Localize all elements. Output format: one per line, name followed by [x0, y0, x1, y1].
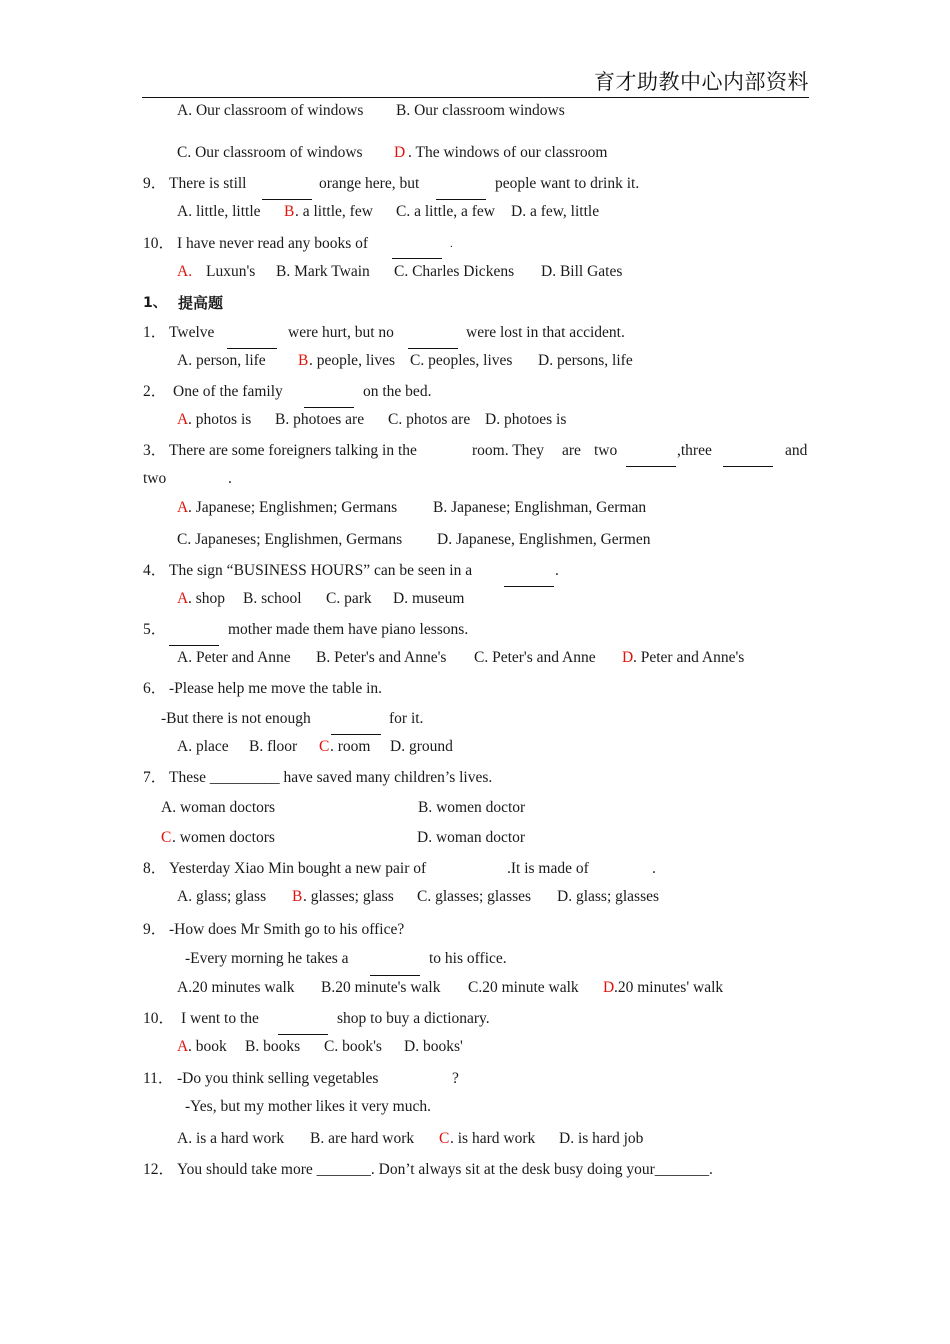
question-number: 2．	[143, 383, 167, 400]
option-c: C.20 minute walk	[468, 979, 579, 996]
answer-letter: B	[284, 203, 295, 220]
question-text: Twelve	[169, 324, 215, 341]
option-b: B. school	[243, 590, 302, 607]
option-a: A. Our classroom of windows	[177, 102, 364, 119]
answer-letter: A	[177, 590, 189, 607]
answer-blank	[278, 1034, 328, 1035]
option-c: C. photos are	[388, 411, 471, 428]
question-number: 10．	[143, 1010, 175, 1027]
answer-letter: D	[603, 979, 615, 996]
question-text: -Every morning he takes a	[185, 950, 349, 967]
option-c: C. book's	[324, 1038, 382, 1055]
option-b: B. photoes are	[275, 411, 365, 428]
option-a: A. person, life	[177, 352, 266, 369]
option-d: D. persons, life	[538, 352, 633, 369]
question-number: 9．	[143, 921, 167, 938]
question-number: 7．	[143, 769, 167, 786]
question-text: people want to drink it.	[495, 175, 640, 192]
answer-letter: A	[177, 411, 189, 428]
question-text: One of the family	[173, 383, 283, 400]
question-text: I went to the	[181, 1010, 259, 1027]
option-d: . Peter and Anne's	[633, 649, 745, 666]
option-a: A. is a hard work	[177, 1130, 285, 1147]
option-d: D. Japanese, Englishmen, Germen	[437, 531, 651, 548]
option-b: B. women doctor	[418, 799, 526, 816]
header-title: 育才助教中心内部资料	[594, 70, 809, 94]
option-b: B. floor	[249, 738, 298, 755]
option-d: D. museum	[393, 590, 465, 607]
option-d: D. is hard job	[559, 1130, 644, 1147]
answer-blank	[408, 348, 458, 349]
answer-blank	[504, 586, 554, 587]
option-d: D. glass; glasses	[557, 888, 660, 905]
option-c: C. a little, a few	[396, 203, 495, 220]
answer-letter: A	[177, 499, 189, 516]
question-text: .	[652, 860, 656, 877]
answer-letter: B	[298, 352, 309, 369]
answer-blank	[370, 975, 420, 976]
page-header	[142, 66, 809, 98]
question-text: two	[143, 470, 167, 487]
answer-letter: C	[161, 829, 172, 846]
answer-blank	[392, 258, 442, 259]
option-a: . book	[188, 1038, 227, 1055]
option-c: C. peoples, lives	[410, 352, 513, 369]
option-a: A.20 minutes walk	[177, 979, 295, 996]
question-text: These _________ have saved many children’s lives.	[169, 769, 493, 786]
option-d: D. Bill Gates	[541, 263, 623, 280]
answer-letter: B	[292, 888, 303, 905]
answer-blank	[436, 199, 486, 200]
option-a: A. glass; glass	[177, 888, 267, 905]
question-text: You should take more _______. Don’t always sit at the desk busy doing your_______.	[177, 1161, 713, 1178]
answer-letter: C	[439, 1130, 450, 1147]
question-number: 4．	[143, 562, 167, 579]
question-text: -Do you think selling vegetables	[177, 1070, 379, 1087]
answer-blank	[626, 466, 676, 467]
option-b: B. Mark Twain	[276, 263, 370, 280]
question-text: ?	[452, 1070, 459, 1087]
question-text: -How does Mr Smith go to his office?	[169, 921, 405, 938]
question-text: on the bed.	[363, 383, 432, 400]
question-text: two	[594, 442, 618, 459]
option-c: . room	[330, 738, 371, 755]
option-b: B. Our classroom windows	[396, 102, 565, 119]
answer-blank	[169, 645, 219, 646]
question-number: 6．	[143, 680, 167, 697]
question-text: to his office.	[429, 950, 507, 967]
option-d: .20 minutes' walk	[614, 979, 724, 996]
option-a: A. little, little	[177, 203, 261, 220]
question-text: for it.	[389, 710, 424, 727]
option-b: B. Peter's and Anne's	[316, 649, 447, 666]
option-a: Luxun's	[206, 263, 256, 280]
option-a: . Japanese; Englishmen; Germans	[188, 499, 398, 516]
question-number: 5．	[143, 621, 167, 638]
option-c: . women doctors	[172, 829, 275, 846]
question-number: 3．	[143, 442, 167, 459]
question-text: .	[555, 562, 559, 579]
question-text: .	[228, 470, 232, 487]
option-a: . photos is	[188, 411, 252, 428]
question-text: -Yes, but my mother likes it very much.	[185, 1098, 431, 1115]
answer-letter: C	[319, 738, 330, 755]
answer-letter: A.	[177, 263, 193, 280]
question-text: were lost in that accident.	[466, 324, 625, 341]
option-d: . The windows of our classroom	[408, 144, 608, 161]
question-text: Yesterday Xiao Min bought a new pair of	[169, 860, 427, 877]
question-text: -Please help me move the table in.	[169, 680, 383, 697]
option-b: B.20 minute's walk	[321, 979, 441, 996]
option-d: D. photoes is	[485, 411, 567, 428]
option-b: . glasses; glass	[303, 888, 394, 905]
option-c: C. Japaneses; Englishmen, Germans	[177, 531, 403, 548]
question-text: were hurt, but no	[288, 324, 394, 341]
answer-blank	[723, 466, 773, 467]
answer-blank	[262, 199, 312, 200]
question-text: .	[450, 238, 453, 250]
question-text: room. They	[472, 442, 545, 459]
question-number: 12．	[143, 1161, 175, 1178]
option-c: C. Charles Dickens	[394, 263, 515, 280]
option-c: C. Our classroom of windows	[177, 144, 363, 161]
answer-blank	[331, 734, 381, 735]
question-text: ,three	[677, 442, 712, 459]
option-c: C. Peter's and Anne	[474, 649, 596, 666]
question-text: There are some foreigners talking in the	[169, 442, 417, 459]
option-d: D. ground	[390, 738, 453, 755]
answer-letter: A	[177, 1038, 189, 1055]
answer-letter: D	[622, 649, 634, 666]
question-number: 8．	[143, 860, 167, 877]
option-c: C. glasses; glasses	[417, 888, 532, 905]
option-b: . people, lives	[309, 352, 396, 369]
option-b: B. books	[245, 1038, 301, 1055]
question-number: 11．	[143, 1070, 174, 1087]
option-a: A. woman doctors	[161, 799, 276, 816]
question-text: I have never read any books of	[177, 235, 369, 252]
question-text: are	[562, 442, 581, 459]
answer-blank	[304, 407, 354, 408]
question-text: and	[785, 442, 808, 459]
question-text: The sign “BUSINESS HOURS” can be seen in a	[169, 562, 473, 579]
question-text: -But there is not enough	[161, 710, 311, 727]
question-text: shop to buy a dictionary.	[337, 1010, 490, 1027]
question-text: There is still	[169, 175, 247, 192]
question-text: mother made them have piano lessons.	[228, 621, 469, 638]
option-a: . shop	[188, 590, 226, 607]
option-b: . a little, few	[295, 203, 373, 220]
option-d: D. woman doctor	[417, 829, 526, 846]
section-title: 提高题	[178, 294, 224, 312]
option-d: D. a few, little	[511, 203, 600, 220]
option-c: C. park	[326, 590, 372, 607]
answer-blank	[227, 348, 277, 349]
question-number: 1．	[143, 324, 167, 341]
question-text: orange here, but	[319, 175, 420, 192]
option-b: B. are hard work	[310, 1130, 415, 1147]
option-a: A. place	[177, 738, 229, 755]
option-d: D. books'	[404, 1038, 463, 1055]
question-number: 10．	[143, 235, 175, 252]
answer-letter: D	[394, 144, 406, 161]
section-number: 1、	[143, 295, 167, 311]
question-text: .It is made of	[507, 860, 589, 877]
option-a: A. Peter and Anne	[177, 649, 291, 666]
option-b: B. Japanese; Englishman, German	[433, 499, 647, 516]
question-number: 9．	[143, 175, 167, 192]
option-c: . is hard work	[450, 1130, 536, 1147]
